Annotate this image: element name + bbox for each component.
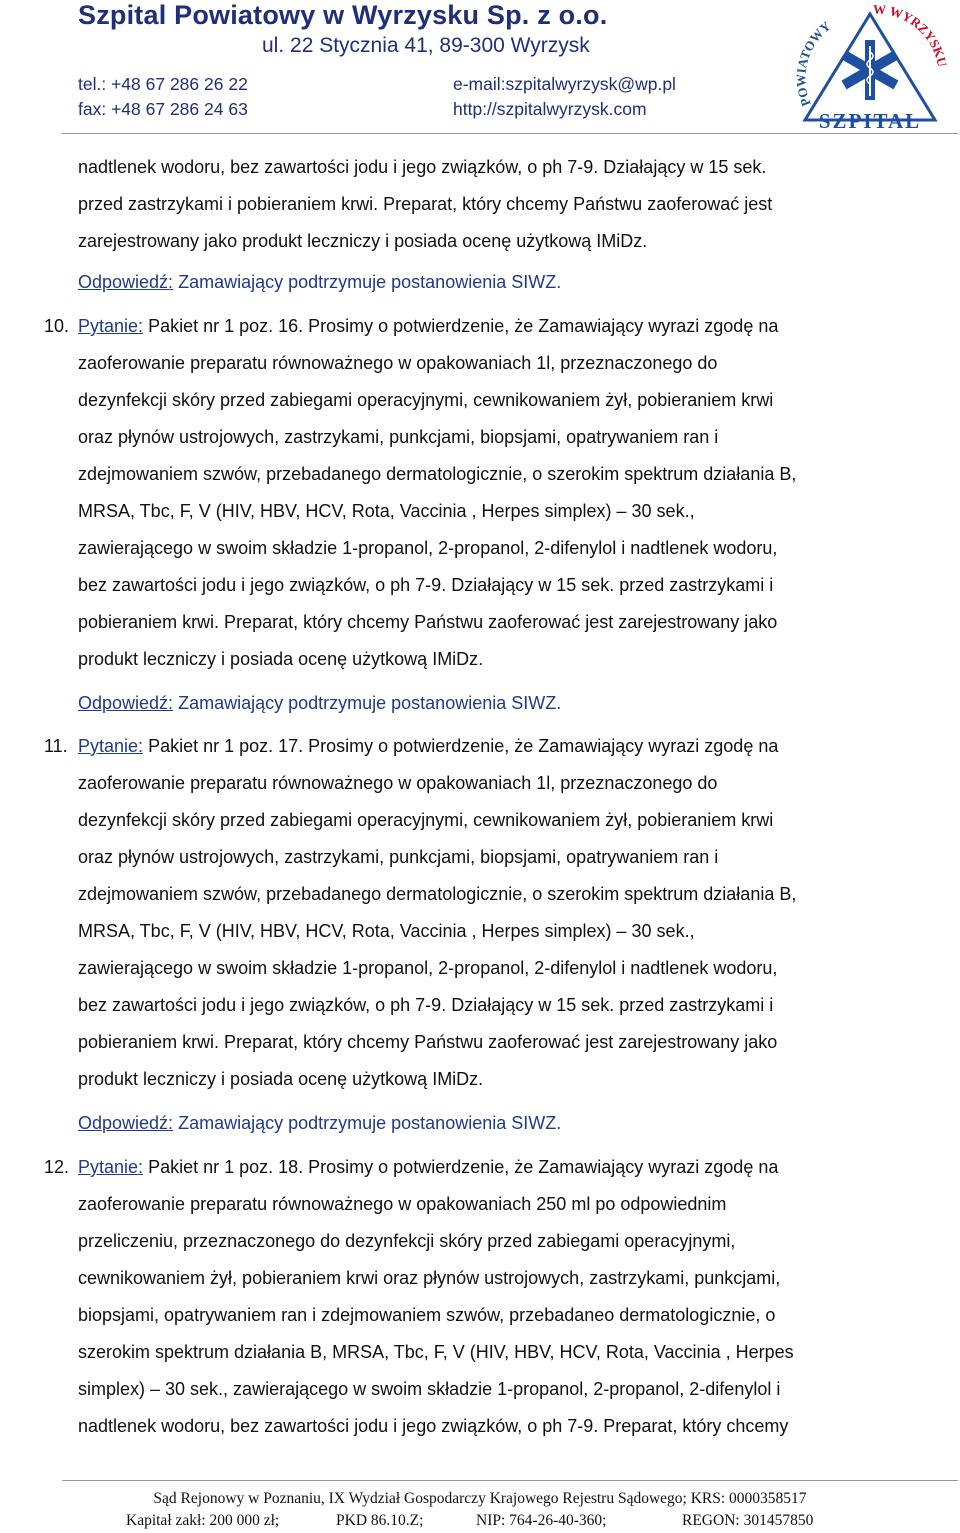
footer-divider	[62, 1480, 958, 1481]
footer-pkd: PKD 86.10.Z;	[336, 1512, 424, 1529]
body-line: oraz płynów ustrojowych, zastrzykami, punkcjami, biopsjami, opatrywaniem ran i	[78, 847, 719, 867]
logo-arc-left: POWIATOWY	[793, 18, 834, 109]
answer-label: Odpowiedź:	[78, 1113, 174, 1133]
email: e-mail:szpitalwyrzysk@wp.pl	[453, 74, 676, 94]
body-line: nadtlenek wodoru, bez zawartości jodu i jego związków, o ph 7-9. Działający w 15 sek.	[78, 157, 767, 177]
body-line: MRSA, Tbc, F, V (HIV, HBV, HCV, Rota, Vaccinia , Herpes simplex) – 30 sek.,	[78, 921, 695, 941]
answer-text: Zamawiający podtrzymuje postanowienia SIWZ.	[178, 693, 562, 713]
body-line: simplex) – 30 sek., zawierającego w swoim składzie 1-propanol, 2-propanol, 2-difenylol i	[78, 1379, 781, 1399]
item-number: 11.	[44, 736, 68, 756]
question-first-line	[78, 1157, 778, 1177]
body-line: produkt leczniczy i posiada ocenę użytkową IMiDz.	[78, 649, 484, 669]
body-line: zaoferowanie preparatu równoważnego w opakowaniach 1l, przeznaczonego do	[78, 773, 718, 793]
body-line: zawierającego w swoim składzie 1-propanol, 2-propanol, 2-difenylol i nadtlenek wodoru,	[78, 538, 778, 558]
hospital-name: Szpital Powiatowy w Wyrzysku Sp. z o.o.	[78, 0, 608, 30]
phone: tel.: +48 67 286 26 22	[78, 74, 248, 94]
body-line: dezynfekcji skóry przed zabiegami operacyjnymi, cewnikowaniem żył, pobieraniem krwi	[78, 810, 774, 830]
body-line: przeliczeniu, przeznaczonego do dezynfekcji skóry przed zabiegami operacyjnymi,	[78, 1231, 736, 1251]
header-divider	[62, 133, 958, 134]
question-text: Pakiet nr 1 poz. 17. Prosimy o potwierdzenie, że Zamawiający wyrazi zgodę na	[148, 736, 779, 756]
body-line: nadtlenek wodoru, bez zawartości jodu i jego związków, o ph 7-9. Preparat, który chcemy	[78, 1416, 789, 1436]
footer-regon: REGON: 301457850	[682, 1512, 814, 1529]
website: http://szpitalwyrzysk.com	[453, 99, 647, 119]
body-line: zaoferowanie preparatu równoważnego w opakowaniach 1l, przeznaczonego do	[78, 353, 718, 373]
body-line: zdejmowaniem szwów, przebadanego dermatologicznie, o szerokim spektrum działania B,	[78, 464, 797, 484]
body-line: pobieraniem krwi. Preparat, który chcemy Państwu zaoferować jest zarejestrowany jako	[78, 612, 778, 632]
body-line: zdejmowaniem szwów, przebadanego dermatologicznie, o szerokim spektrum działania B,	[78, 884, 797, 904]
body-line: produkt leczniczy i posiada ocenę użytkową IMiDz.	[78, 1069, 484, 1089]
answer-label: Odpowiedź:	[78, 693, 174, 713]
logo-bottom-text: SZPITAL	[818, 109, 922, 130]
body-line: cewnikowaniem żył, pobieraniem krwi oraz płynów ustrojowych, zastrzykami, punkcjami,	[78, 1268, 781, 1288]
question-text: Pakiet nr 1 poz. 18. Prosimy o potwierdzenie, że Zamawiający wyrazi zgodę na	[148, 1157, 779, 1177]
body-line: przed zastrzykami i pobieraniem krwi. Preparat, który chcemy Państwu zaoferować jest	[78, 194, 773, 214]
item-number: 12.	[44, 1157, 70, 1177]
answer-label: Odpowiedź:	[78, 272, 174, 292]
answer-line	[78, 272, 561, 292]
answer-text: Zamawiający podtrzymuje postanowienia SIWZ.	[178, 1113, 562, 1133]
answer-line	[78, 693, 561, 713]
question-first-line	[78, 316, 778, 336]
fax: fax: +48 67 286 24 63	[78, 99, 248, 119]
body-line: oraz płynów ustrojowych, zastrzykami, punkcjami, biopsjami, opatrywaniem ran i	[78, 427, 719, 447]
question-label: Pytanie:	[78, 316, 144, 336]
body-line: zaoferowanie preparatu równoważnego w opakowaniach 250 ml po odpowiednim	[78, 1194, 727, 1214]
body-line: biopsjami, opatrywaniem ran i zdejmowaniem szwów, przebadaneo dermatologicznie, o	[78, 1305, 776, 1325]
question-text: Pakiet nr 1 poz. 16. Prosimy o potwierdzenie, że Zamawiający wyrazi zgodę na	[148, 316, 779, 336]
body-line: dezynfekcji skóry przed zabiegami operacyjnymi, cewnikowaniem żył, pobieraniem krwi	[78, 390, 774, 410]
hospital-logo	[785, 0, 955, 130]
body-line: zawierającego w swoim składzie 1-propanol, 2-propanol, 2-difenylol i nadtlenek wodoru,	[78, 958, 778, 978]
body-line: szerokim spektrum działania B, MRSA, Tbc, F, V (HIV, HBV, HCV, Rota, Vaccinia , Herpes	[78, 1342, 794, 1362]
item-number: 10.	[44, 316, 70, 336]
logo-arc-right: W WYRZYSKU	[872, 1, 950, 69]
question-label: Pytanie:	[78, 1157, 144, 1177]
body-line: pobieraniem krwi. Preparat, który chcemy Państwu zaoferować jest zarejestrowany jako	[78, 1032, 778, 1052]
hospital-address: ul. 22 Stycznia 41, 89-300 Wyrzysk	[262, 34, 590, 57]
body-line: MRSA, Tbc, F, V (HIV, HBV, HCV, Rota, Vaccinia , Herpes simplex) – 30 sek.,	[78, 501, 695, 521]
letterhead	[0, 0, 960, 132]
body-line: bez zawartości jodu i jego związków, o ph 7-9. Działający w 15 sek. przed zastrzykami i	[78, 995, 774, 1015]
question-label: Pytanie:	[78, 736, 144, 756]
answer-text: Zamawiający podtrzymuje postanowienia SIWZ.	[178, 272, 562, 292]
answer-line	[78, 1113, 561, 1133]
footer-nip: NIP: 764-26-40-360;	[476, 1512, 607, 1529]
body-line: bez zawartości jodu i jego związków, o ph 7-9. Działający w 15 sek. przed zastrzykami i	[78, 575, 774, 595]
footer-capital: Kapitał zakł: 200 000 zł;	[126, 1512, 280, 1529]
body-line: zarejestrowany jako produkt leczniczy i posiada ocenę użytkową IMiDz.	[78, 231, 648, 251]
footer-registry: Sąd Rejonowy w Poznaniu, IX Wydział Gospodarczy Krajowego Rejestru Sądowego; KRS: 0000358517	[153, 1490, 807, 1507]
question-first-line	[78, 736, 778, 756]
